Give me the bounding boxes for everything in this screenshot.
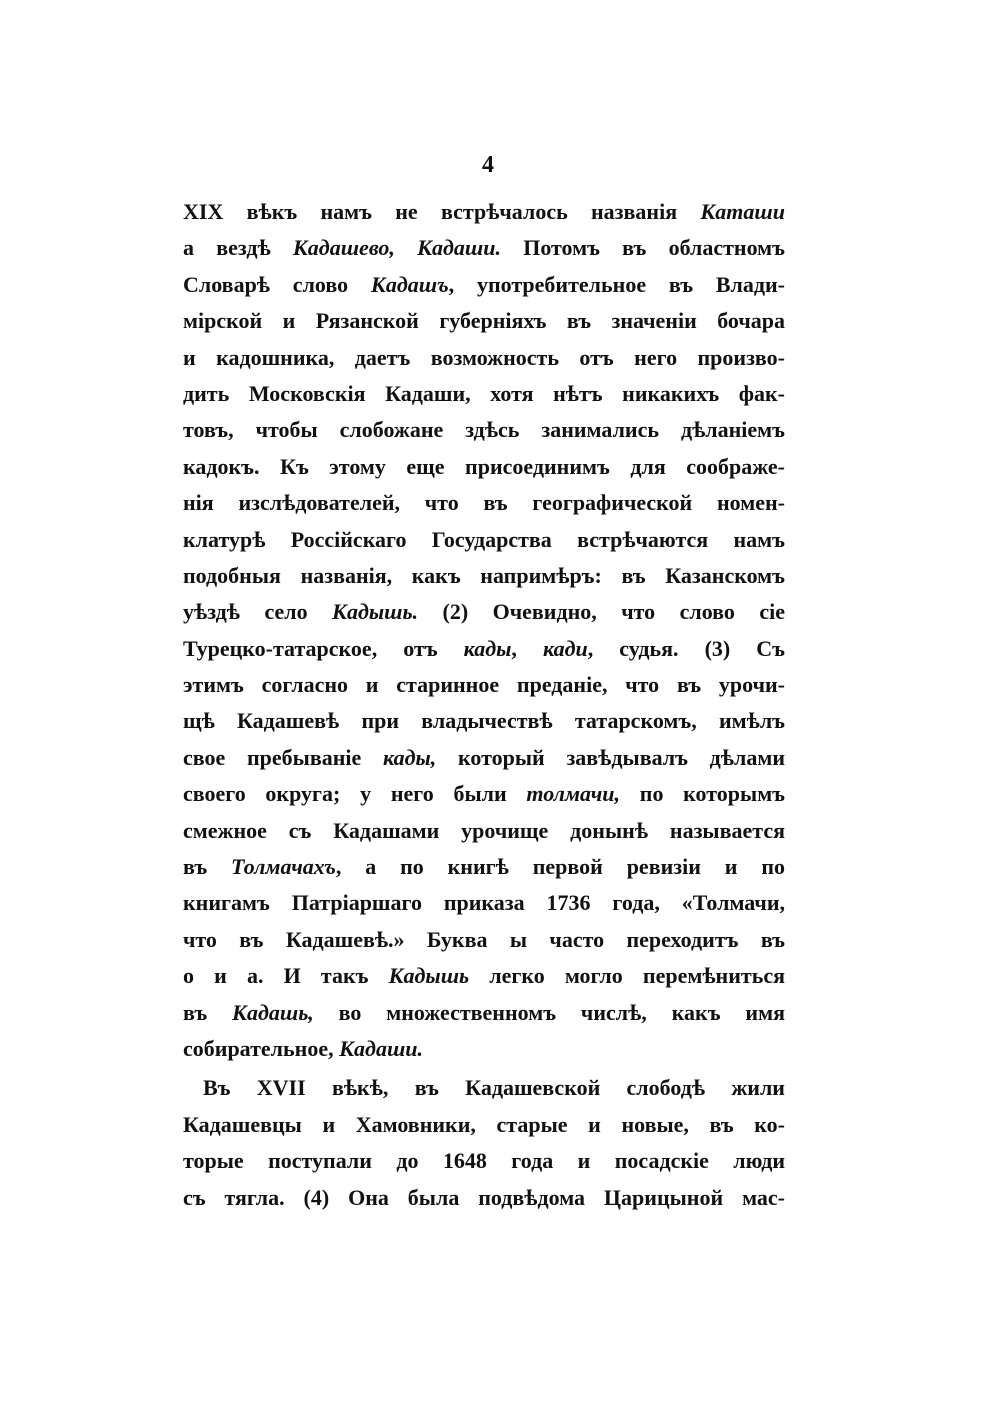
text-segment: собирательное, (183, 1035, 340, 1061)
italic-term: Кадышь. (332, 599, 419, 625)
text-line (183, 267, 785, 303)
text-segment: что въ Кадашевѣ.» Буква ы часто переходитъ въ (183, 926, 785, 952)
text-segment: товъ, чтобы слобожане здѣсь занимались дѣланіемъ (183, 417, 785, 443)
text-segment: клатурѣ Россійскаго Государства встрѣчаются намъ (183, 526, 785, 552)
text-line (183, 1143, 785, 1179)
text-line (183, 594, 785, 630)
text-segment: своего округа; у него были (183, 781, 527, 807)
text-segment: подобныя названія, какъ напримѣръ: въ Казанскомъ (183, 562, 785, 588)
text-segment: Турецко-татарское, отъ (183, 635, 464, 661)
text-line (183, 303, 785, 339)
body-text (183, 194, 785, 1216)
text-line (183, 813, 785, 849)
text-segment: Потомъ въ областномъ (500, 235, 785, 261)
text-segment: дить Московскія Кадаши, хотя нѣтъ никакихъ фак- (183, 380, 785, 406)
text-segment: XIX вѣкъ намъ не встрѣчалось названія (183, 199, 701, 224)
text-line (183, 1070, 785, 1106)
italic-term: Кадышь (388, 963, 470, 989)
text-segment: , (511, 635, 543, 661)
text-segment: , употребительное въ Влади- (448, 271, 786, 297)
text-line (183, 922, 785, 958)
text-segment: Кадашевцы и Хамовники, старые и новые, въ ко- (183, 1111, 785, 1137)
italic-term: кады (463, 635, 512, 661)
text-segment: во множественномъ числѣ, какъ имя (313, 999, 785, 1025)
text-segment: въ (183, 854, 232, 880)
text-segment: уѣздѣ село (183, 599, 333, 625)
text-segment: о и а. И такъ (183, 963, 389, 989)
text-line (183, 558, 785, 594)
italic-term: Каташи (700, 199, 785, 224)
text-line (183, 631, 785, 667)
text-line (183, 1180, 785, 1216)
text-line (183, 958, 785, 994)
text-line (183, 740, 785, 776)
text-segment: въ (183, 999, 233, 1025)
text-line (183, 522, 785, 558)
text-segment: книгамъ Патріаршаго приказа 1736 года, «Толмачи, (183, 890, 785, 916)
text-segment: свое пребываніе (183, 744, 384, 770)
text-segment: (2) Очевидно, что слово сіе (418, 599, 785, 625)
page-number: 4 (482, 152, 494, 178)
text-line (183, 776, 785, 812)
text-line (183, 412, 785, 448)
italic-term: толмачи, (526, 781, 621, 807)
text-segment: , судья. (3) Съ (587, 635, 785, 661)
italic-term: Толмачахъ (231, 854, 336, 880)
text-segment: который завѣдывалъ дѣлами (436, 744, 785, 770)
text-segment: по которымъ (620, 781, 786, 807)
text-segment: этимъ согласно и старинное преданіе, что въ урочи- (183, 672, 785, 698)
text-line (183, 1031, 785, 1067)
text-segment: легко могло перемѣниться (469, 963, 785, 989)
text-segment: Словарѣ слово (183, 271, 371, 297)
text-line (183, 230, 785, 266)
text-segment: а вездѣ (183, 235, 293, 261)
text-line (183, 485, 785, 521)
text-segment: щѣ Кадашевѣ при владычествѣ татарскомъ, имѣлъ (183, 708, 785, 734)
text-line (183, 376, 785, 412)
text-line (183, 703, 785, 739)
text-line (183, 449, 785, 485)
text-line (183, 194, 785, 230)
text-segment: торые поступали до 1648 года и посадскіе люди (183, 1148, 785, 1174)
text-line (183, 849, 785, 885)
text-segment: нія изслѣдователей, что въ географической номен- (183, 490, 785, 516)
italic-term: Кадашево, Кадаши. (292, 235, 501, 261)
italic-term: кади (542, 635, 588, 661)
italic-term: Кадаши. (339, 1035, 424, 1061)
italic-term: кады, (383, 744, 437, 770)
text-line (183, 885, 785, 921)
text-line (183, 995, 785, 1031)
text-segment: мірской и Рязанской губерніяхъ въ значеніи бочара (183, 308, 785, 334)
italic-term: Кадашь, (232, 999, 314, 1025)
text-segment: Въ XVII вѣкѣ, въ Кадашевской слободѣ жили (203, 1075, 785, 1101)
text-segment: кадокъ. Къ этому еще присоединимъ для соображе- (183, 453, 785, 479)
text-segment: и кадошника, даетъ возможность отъ него произво- (183, 344, 785, 370)
text-segment: , а по книгѣ первой ревизіи и по (335, 854, 785, 880)
italic-term: Кадашъ (370, 271, 449, 297)
text-segment: съ тягла. (4) Она была подвѣдома Царицыной мас- (183, 1184, 785, 1210)
text-line (183, 667, 785, 703)
text-segment: смежное съ Кадашами урочище донынѣ называется (183, 817, 785, 843)
text-line (183, 1107, 785, 1143)
text-line (183, 340, 785, 376)
